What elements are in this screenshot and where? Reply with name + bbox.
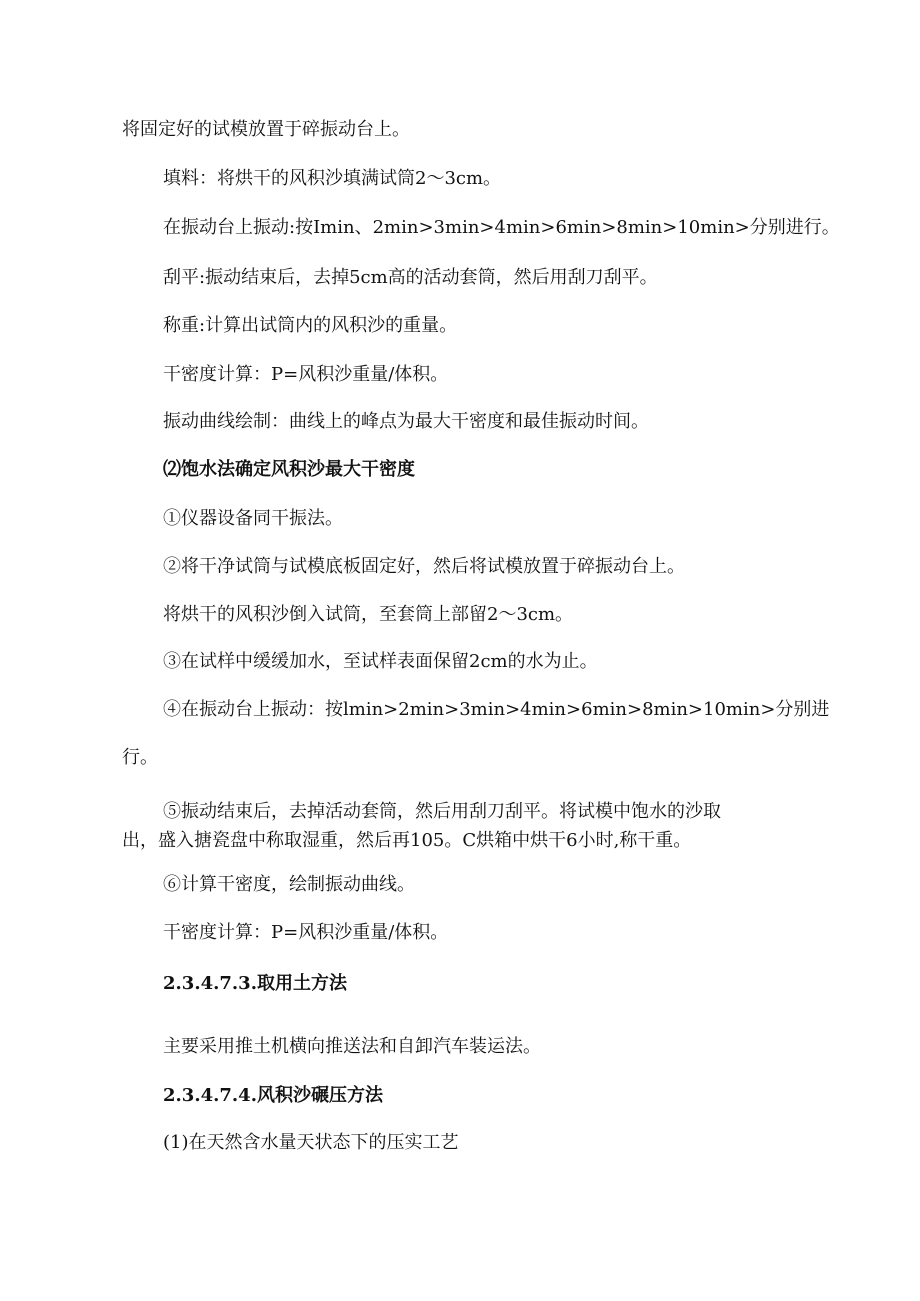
section-heading: ⑵饱水法确定风积沙最大干密度 xyxy=(163,459,415,480)
paragraph-line: 刮平:振动结束后，去掉5cm高的活动套筒，然后用刮刀刮平。 xyxy=(163,267,658,288)
paragraph-line: 主要采用推土机横向推送法和自卸汽车装运法。 xyxy=(163,1036,541,1057)
paragraph-line: 出，盛入搪瓷盘中称取湿重，然后再105。C烘箱中烘干6小时,称干重。 xyxy=(122,830,692,851)
paragraph-line: ④在振动台上振动：按lmin>2min>3min>4min>6min>8min>10min>分别进 xyxy=(163,699,830,720)
paragraph-line: 振动曲线绘制：曲线上的峰点为最大干密度和最佳振动时间。 xyxy=(163,411,649,432)
paragraph-line: 干密度计算：P=风积沙重量/体积。 xyxy=(163,922,449,943)
paragraph-line: 干密度计算：P=风积沙重量/体积。 xyxy=(163,364,449,385)
paragraph-line: ①仪器设备同干振法。 xyxy=(163,508,343,529)
paragraph-line: ⑥计算干密度，绘制振动曲线。 xyxy=(163,874,415,895)
section-heading: 2.3.4.7.3.取用土方法 xyxy=(163,973,347,994)
paragraph-line: 将固定好的试模放置于碎振动台上。 xyxy=(122,119,410,140)
paragraph-line: 填料：将烘干的风积沙填满试筒2～3cm。 xyxy=(163,168,502,189)
paragraph-line: 称重:计算出试筒内的风积沙的重量。 xyxy=(163,315,458,336)
paragraph-line: ②将干净试筒与试模底板固定好，然后将试模放置于碎振动台上。 xyxy=(163,556,685,577)
paragraph-line: 将烘干的风积沙倒入试筒，至套筒上部留2～3cm。 xyxy=(163,604,574,625)
section-heading: 2.3.4.7.4.风积沙碾压方法 xyxy=(163,1085,383,1106)
paragraph-line: 在振动台上振动:按Imin、2min>3min>4min>6min>8min>10min>分别进行。 xyxy=(163,217,840,238)
paragraph-line: ⑤振动结束后，去掉活动套筒，然后用刮刀刮平。将试模中饱水的沙取 xyxy=(163,801,721,822)
paragraph-line: (1)在天然含水量天状态下的压实工艺 xyxy=(163,1132,459,1153)
paragraph-line: 行。 xyxy=(122,747,158,768)
paragraph-line: ③在试样中缓缓加水，至试样表面保留2cm的水为止。 xyxy=(163,651,598,672)
